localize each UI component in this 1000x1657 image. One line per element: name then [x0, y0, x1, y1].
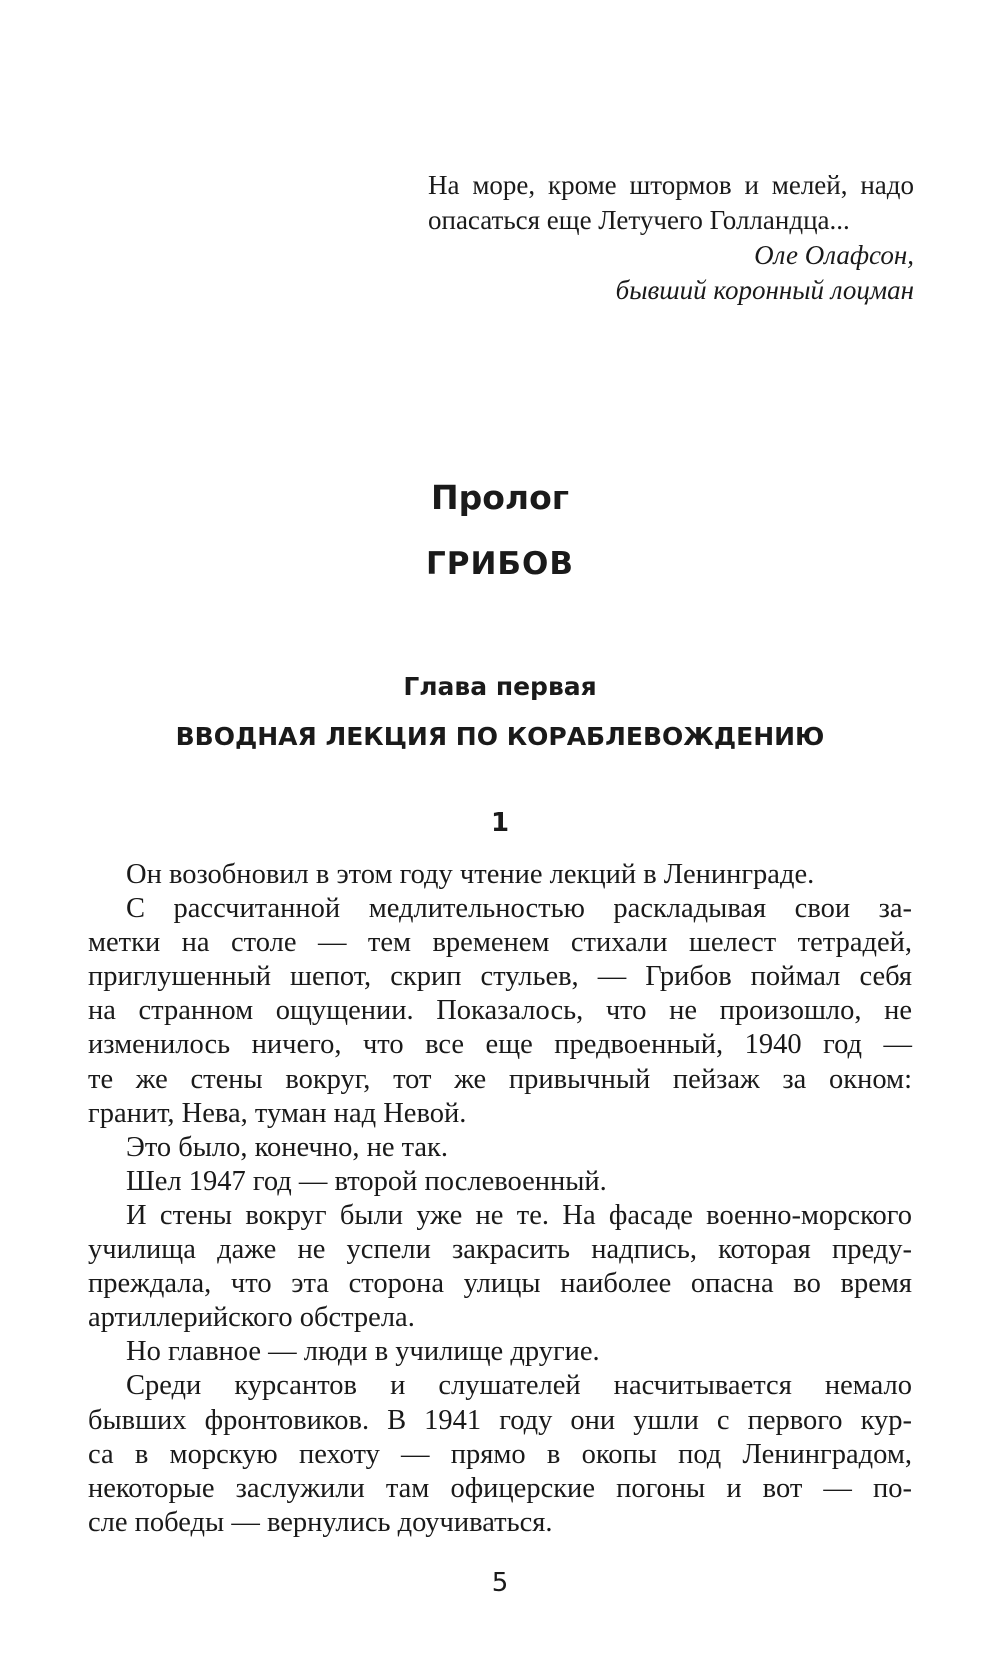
- text-line: метки на столе — тем временем стихали шелест тетрадей,: [88, 927, 912, 959]
- text-line: преждала, что эта сторона улицы наиболее опасна во время: [88, 1268, 912, 1300]
- body-text: [88, 858, 912, 1540]
- page-number: 5: [491, 1568, 509, 1598]
- text-line: изменилось ничего, что все еще предвоенный, 1940 год —: [88, 1029, 912, 1061]
- text-line: са в морскую пехоту — прямо в окопы под Ленинградом,: [88, 1438, 912, 1470]
- text-line: И стены вокруг были уже не те. На фасаде военно-морского: [126, 1199, 912, 1231]
- section-number: 1: [490, 808, 510, 838]
- text-line: гранит, Нева, туман над Невой.: [88, 1097, 467, 1129]
- text-line: Он возобновил в этом году чтение лекций в Ленинграде.: [126, 859, 815, 890]
- epigraph-author: Оле Олафсон,: [754, 240, 914, 270]
- text-line: Шел 1947 год — второй послевоенный.: [126, 1165, 607, 1197]
- text-line: бывших фронтовиков. В 1941 году они ушли с первого кур-: [88, 1404, 912, 1436]
- text-line: артиллерийского обстрела.: [88, 1302, 415, 1334]
- epigraph-line: На море, кроме штормов и мелей, надо: [428, 170, 914, 200]
- text-line: сле победы — вернулись доучиваться.: [88, 1506, 553, 1538]
- text-line: приглушенный шепот, скрип стульев, — Грибов поймал себя: [88, 961, 912, 993]
- epigraph: [428, 168, 914, 308]
- text-line: Среди курсантов и слушателей насчитывается немало: [126, 1370, 912, 1402]
- epigraph-line: опасаться еще Летучего Голландца...: [428, 205, 850, 235]
- chapter-label: Глава первая: [403, 672, 597, 701]
- text-line: на странном ощущении. Показалось, что не произошло, не: [88, 995, 912, 1027]
- text-line: С рассчитанной медлительностью раскладывая свои за-: [126, 893, 912, 925]
- text-line: некоторые заслужили там офицерские погоны и вот — по-: [88, 1472, 912, 1504]
- text-line: Но главное — люди в училище другие.: [126, 1336, 600, 1368]
- text-line: Это было, конечно, не так.: [126, 1131, 449, 1163]
- chapter-title: ВВОДНАЯ ЛЕКЦИЯ ПО КОРАБЛЕВОЖДЕНИЮ: [175, 722, 825, 751]
- text-line: училища даже не успели закрасить надпись, которая преду-: [88, 1234, 912, 1266]
- epigraph-author-title: бывший коронный лоцман: [615, 275, 914, 305]
- part-name: ГРИБОВ: [425, 546, 575, 582]
- text-line: те же стены вокруг, тот же привычный пейзаж за окном:: [88, 1063, 912, 1095]
- part-label: Пролог: [431, 478, 569, 517]
